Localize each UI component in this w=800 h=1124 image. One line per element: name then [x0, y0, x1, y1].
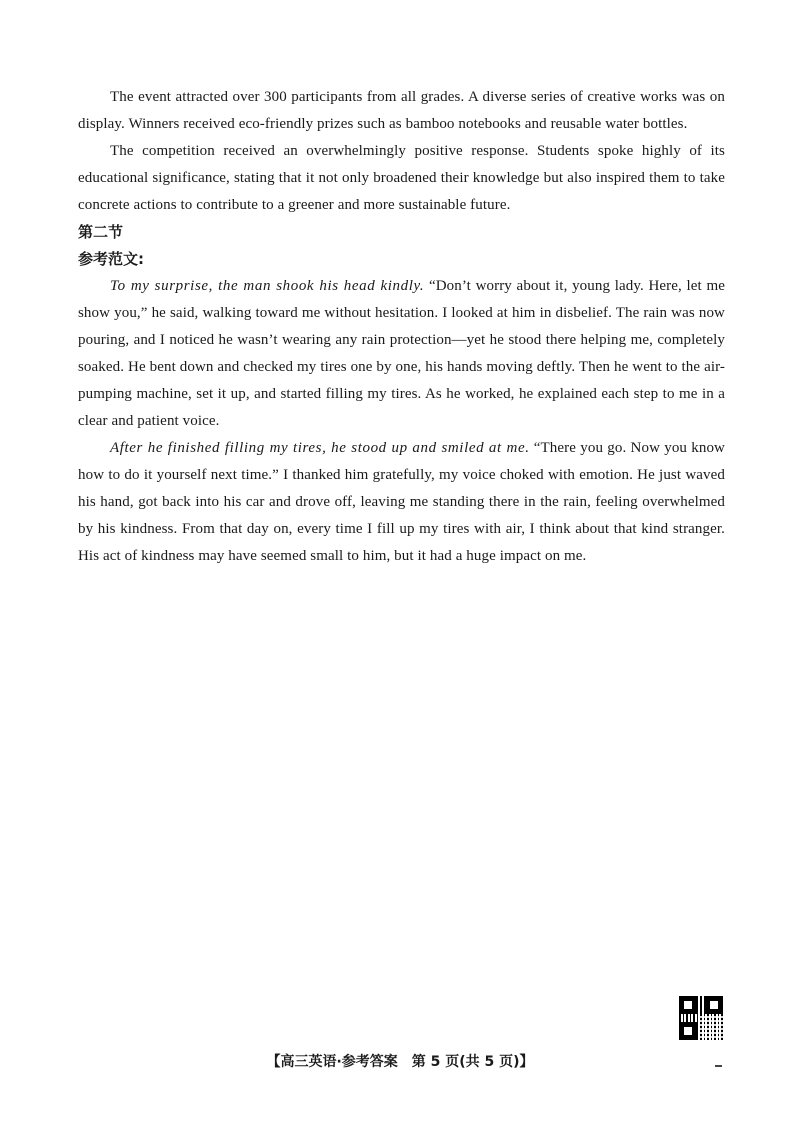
essay-opening-sentence-1: To my surprise, the man shook his head kindly. — [110, 278, 425, 294]
essay-body-2: “There you go. Now you know how to do it yourself next time.” I thanked him gratefully, my voice choked with emotion. He just waved his hand, got back into his car and drove off, leaving me standing there in the rain, feeling overwhelmed by his kindness. From that day on, every time I fill up my tires with air, I think about that kind stranger. His act of kindness may have seemed small to him, but it had a huge impact on me. — [78, 440, 725, 564]
essay-paragraph-1 — [78, 273, 725, 435]
sample-essay-label: 参考范文: — [78, 250, 144, 268]
page-footer: 【高三英语·参考答案 第 5 页(共 5 页)】 — [266, 1054, 534, 1070]
essay-body-1: “Don’t worry about it, young lady. Here, let me show you,” he said, walking toward me without hesitation. I looked at him in disbelief. The rain was now pouring, and I noticed he wasn’t wearing any rain protection—yet he stood there helping me, completely soaked. He bent down and checked my tires one by one, his hands moving deftly. Then he went to the air-pumping machine, set it up, and started filling my tires. As he worked, he explained each step to me in a clear and patient voice. — [78, 278, 725, 429]
corner-mark — [715, 1065, 722, 1067]
essay-paragraph-2 — [78, 435, 725, 570]
report-paragraph-2: The competition received an overwhelmingly positive response. Students spoke highly of its educational significance, stating that it not only broadened their knowledge but also inspired them to take concrete actions to contribute to a greener and more sustainable future. — [78, 143, 725, 213]
essay-opening-sentence-2: After he finished filling my tires, he stood up and smiled at me. — [110, 440, 530, 456]
qr-code-icon — [679, 996, 723, 1040]
document-body — [78, 84, 725, 570]
section-heading: 第二节 — [78, 223, 124, 241]
report-paragraph-1: The event attracted over 300 participants from all grades. A diverse series of creative works was on display. Winners received eco-friendly prizes such as bamboo notebooks and reusable water bottles. — [78, 89, 725, 132]
